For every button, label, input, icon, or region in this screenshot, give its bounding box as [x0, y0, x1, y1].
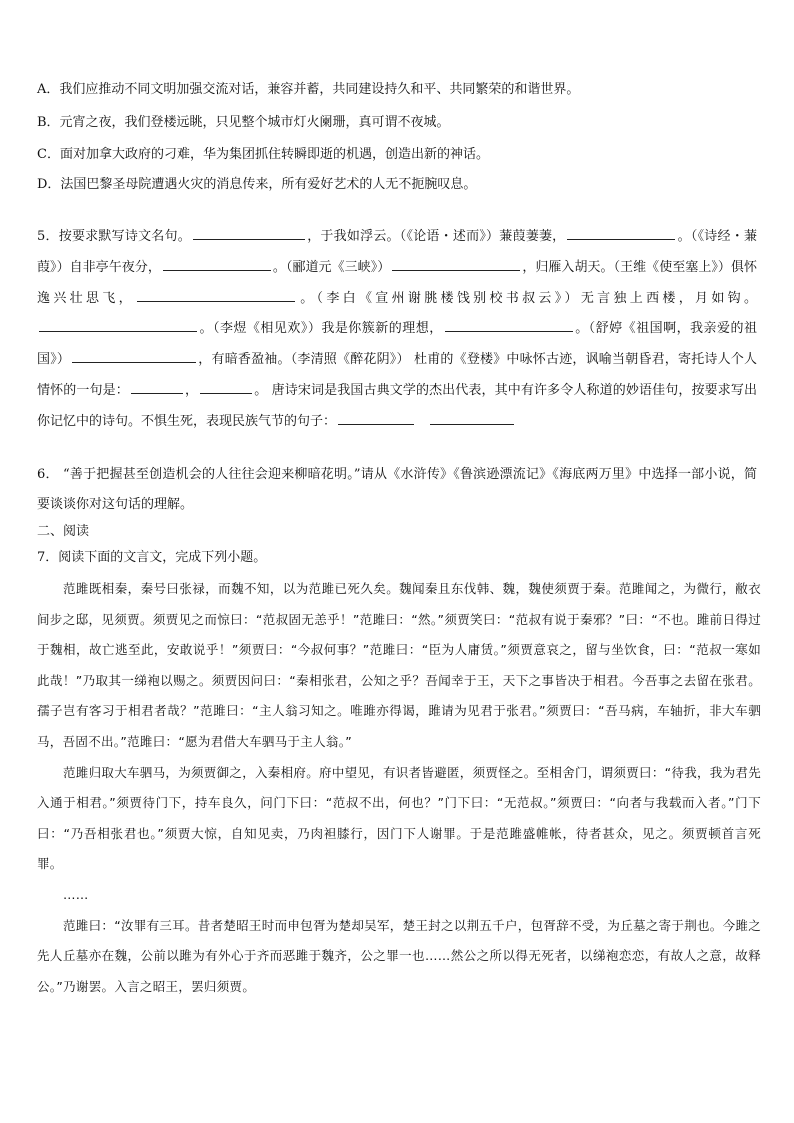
- q5-text: ，有暗香盈袖。（李清照《醉花阴》） 杜甫的《登楼》中咏怀古迹，讽喻当朝昏君，寄托诗人个人情怀的一句是：: [37, 352, 757, 398]
- q5-text: ，归雁入胡天。（王维《使至塞上》）俱怀逸兴壮思飞，: [37, 259, 757, 306]
- answer-blank[interactable]: [39, 317, 197, 332]
- answer-blank[interactable]: [200, 379, 252, 394]
- classical-passage: [37, 574, 761, 1002]
- q5-text: 。（《诗经・蒹葭》）自非亭午夜分，: [37, 229, 757, 275]
- q5-text: ，: [184, 382, 199, 398]
- q5-text: 。（李煜《相见欢》）我是你簇新的理想，: [199, 321, 443, 337]
- answer-blank[interactable]: [137, 287, 295, 302]
- option-a: A．我们应推动不同文明加强交流对话，兼容并蓄，共同建设持久和平、共同繁荣的和谐世界。: [37, 82, 580, 97]
- q5-text: ，于我如浮云。（《论语・述而》）蒹葭萋萋，: [306, 229, 566, 244]
- option-d: D．法国巴黎圣母院遭遇火灾的消息传来，所有爱好艺术的人无不扼腕叹息。: [37, 177, 477, 192]
- q5-text: 。 唐诗宋词是我国古典文学的杰出代表，其中有许多令人称道的妙语佳句，按要求写出你记忆中的诗句。不惧生死，表现民族气节的句子：: [37, 382, 757, 429]
- question-7-title: 7．阅读下面的文言文，完成下列小题。: [37, 550, 267, 565]
- passage-paragraph: 范雎既相秦，秦号曰张禄，而魏不知，以为范雎已死久矣。魏闻秦且东伐韩、魏，魏使须贾于秦。范雎闻之，为微行，敝衣间步之邸，见须贾。须贾见之而惊曰：“范叔固无恙乎！”范雎曰：“然。”须贾笑曰：“范叔有说于秦邪？”曰：“不也。雎前日得过于魏相，故亡逃至此，安敢说乎！”须贾曰：“今叔何事？”范雎曰：“臣为人庸赁。”须贾意哀之，留与坐饮食，曰：“范叔一寒如此哉！”乃取其一绨袍以赐之。须贾因问曰：“秦相张君，公知之乎？吾闻幸于王，天下之事皆决于相君。今吾事之去留在张君。孺子岂有客习于相君者哉？”范雎曰：“主人翁习知之。唯雎亦得谒，雎请为见君于张君。”须贾曰：“吾马病，车轴折，非大车驷马，吾固不出。”范雎曰：“愿为君借大车驷马于主人翁。”: [37, 581, 761, 749]
- answer-blank[interactable]: [163, 256, 271, 271]
- q5-text: 5．按要求默写诗文名句。: [37, 229, 191, 244]
- q5-text: 。（李白《宣州谢朓楼饯别校书叔云》）无言独上西楼，月如钩。: [296, 290, 757, 306]
- answer-blank[interactable]: [338, 410, 414, 425]
- answer-blank[interactable]: [193, 225, 305, 240]
- passage-paragraph: 范雎曰：“汝罪有三耳。昔者楚昭王时而申包胥为楚却吴军，楚王封之以荆五千户，包胥辞不受，为丘墓之寄于荆也。今雎之先人丘墓亦在魏，公前以雎为有外心于齐而恶雎于魏齐，公之罪一也……然公之所以得无死者，以绨袍恋恋，有故人之意，故释公。”乃谢罢。入言之昭王，罢归须贾。: [37, 917, 761, 994]
- passage-paragraph: 范雎归取大车驷马，为须贾御之，入秦相府。府中望见，有识者皆避匿，须贾怪之。至相舍门，谓须贾曰：“待我，我为君先入通于相君。”须贾待门下，持车良久，问门下曰：“范叔不出，何也？”门下曰：“无范叔。”须贾曰：“向者与我载而入者。”门下曰：“乃吾相张君也。”须贾大惊，自知见卖，乃肉袒膝行，因门下人谢罪。于是范雎盛帷帐，待者甚众，见之。须贾顿首言死罪。: [37, 764, 761, 872]
- answer-blank[interactable]: [131, 379, 183, 394]
- passage-ellipsis: ……: [63, 886, 89, 902]
- answer-blank[interactable]: [72, 348, 196, 363]
- answer-blank[interactable]: [430, 410, 514, 425]
- q5-text: 。（舒婷《祖国啊，我亲爱的祖国》）: [37, 321, 757, 368]
- question-6: 6． “善于把握甚至创造机会的人往往会迎来柳暗花明。”请从《水浒传》《鲁滨逊漂流记》《海底两万里》中选择一部小说，简要谈谈你对这句话的理解。: [37, 467, 757, 512]
- answer-blank[interactable]: [567, 225, 675, 240]
- section-title: 二、阅读: [37, 524, 90, 539]
- q5-text: 。（郦道元《三峡》）: [272, 259, 391, 275]
- option-c: C．面对加拿大政府的刁难，华为集团抓住转瞬即逝的机遇，创造出新的神话。: [37, 147, 489, 162]
- answer-blank[interactable]: [445, 317, 573, 332]
- option-b: B．元宵之夜，我们登楼远眺，只见整个城市灯火阑珊，真可谓不夜城。: [37, 115, 450, 130]
- answer-blank[interactable]: [392, 256, 520, 271]
- question-5: [37, 222, 757, 438]
